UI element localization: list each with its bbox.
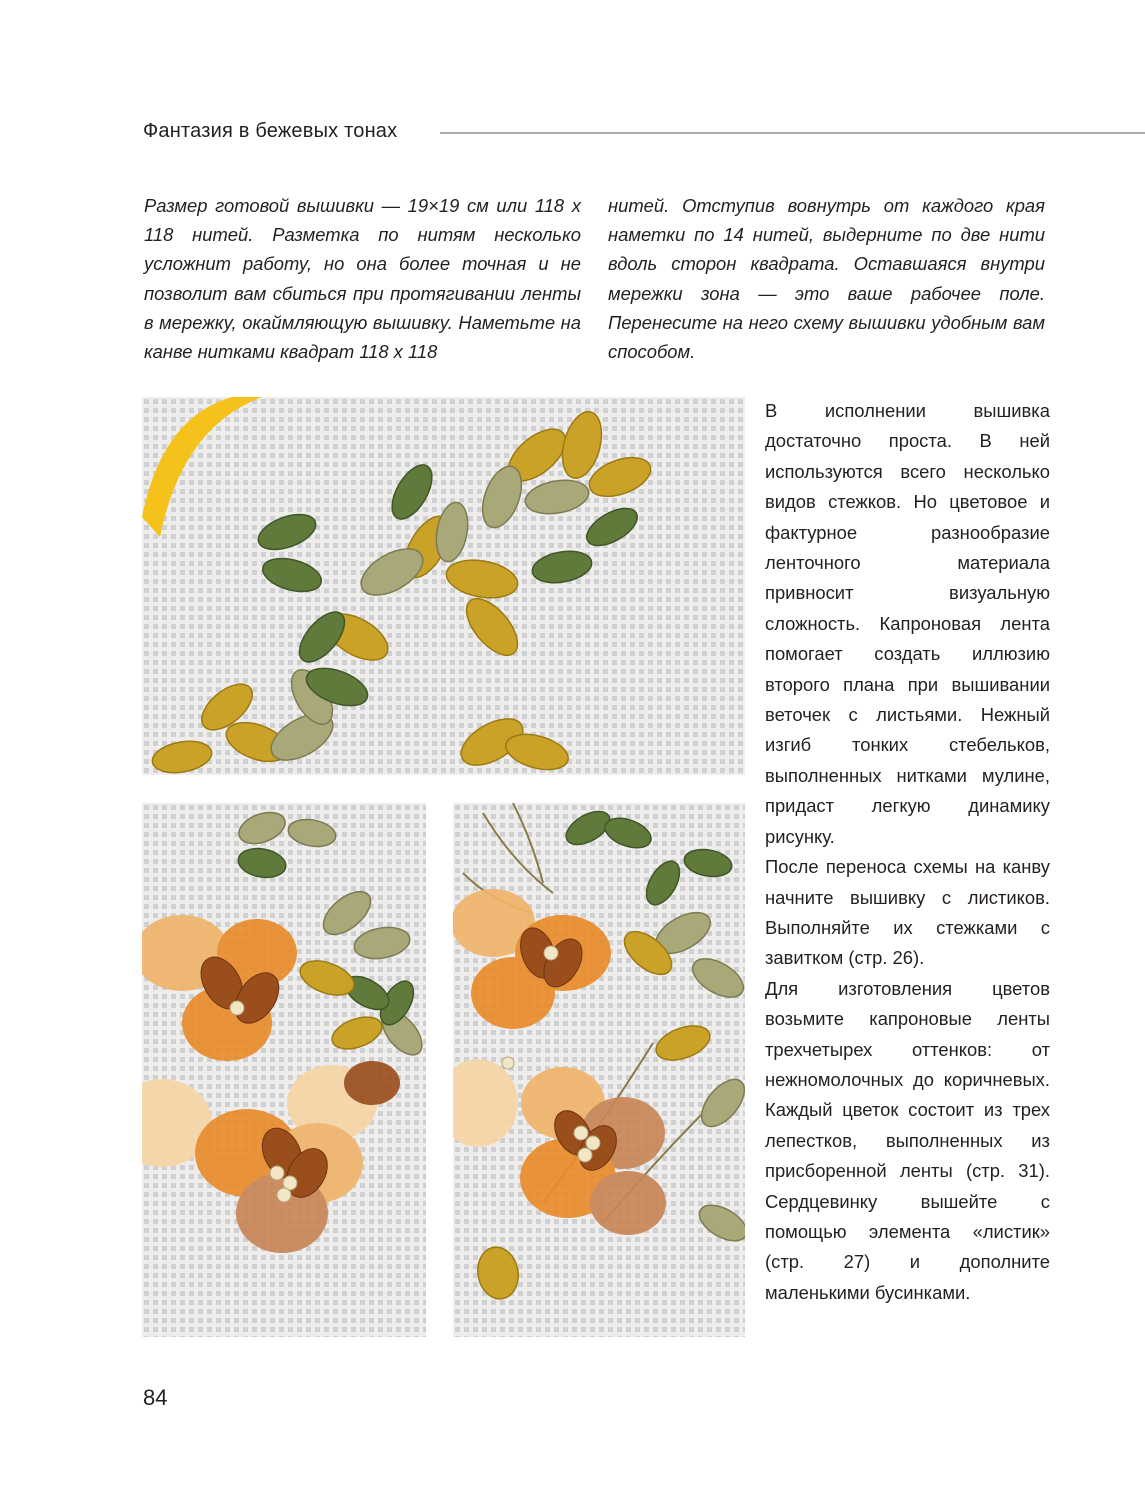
embroidery-photo-flowers-left bbox=[142, 803, 426, 1337]
embroidery-photo-leaves bbox=[142, 397, 745, 775]
body-paragraph-2: После переноса схемы на канву начните вышивку с листиков. Выполняйте их стежками с завитком (стр. 26). bbox=[765, 856, 1050, 969]
leaves-illustration bbox=[142, 397, 745, 775]
body-paragraph-1: В исполнении вышивка достаточно проста. В ней используются всего несколько видов стежков. Но цветовое и фактурное разнообразие ленточного материала привносит визуальную сложность. Капроновая лента помогает создать иллюзию второго плана при вышивании веточек с листьями. Нежный изгиб тонких стебельков, выполненных нитками мулине, придаст легкую динамику рисунку. bbox=[765, 400, 1050, 847]
embroidery-photo-flowers-right bbox=[453, 803, 745, 1337]
intro-text-right: нитей. Отступив вовнутрь от каждого края наметки по 14 нитей, выдерните по две нити вдоль сторон квадрата. Оставшаяся внутри мережки зона — это ваше рабочее поле. Перенесите на него схему вышивки удобным вам способом. bbox=[608, 195, 1045, 363]
intro-column-right bbox=[608, 191, 1045, 366]
body-text-column bbox=[765, 396, 1050, 1308]
body-paragraph-3: Для изготовления цветов возьмите капроновые ленты трехчетырех оттенков: от нежномолочных до коричневых. Каждый цветок состоит из трех лепестков, выполненных из присборенной ленты (стр. 31). Сердцевинку вышейте с помощью элемента «листик» (стр. 27) и дополните маленькими бусинками. bbox=[765, 977, 1050, 1303]
flowers-right-illustration bbox=[453, 803, 745, 1337]
header-rule bbox=[440, 132, 1145, 134]
flowers-left-illustration bbox=[142, 803, 426, 1337]
intro-text-left: Размер готовой вышивки — 19×19 см или 118 х 118 нитей. Разметка по нитям несколько усложнит работу, но она более точная и не позволит вам сбиться при протягивании ленты в мережку, окаймляющую вышивку. Наметьте на канве нитками квадрат 118 х 118 bbox=[144, 195, 581, 363]
section-title: Фантазия в бежевых тонах bbox=[143, 120, 398, 142]
intro-column-left bbox=[144, 191, 581, 366]
page-number: 84 bbox=[143, 1385, 168, 1410]
